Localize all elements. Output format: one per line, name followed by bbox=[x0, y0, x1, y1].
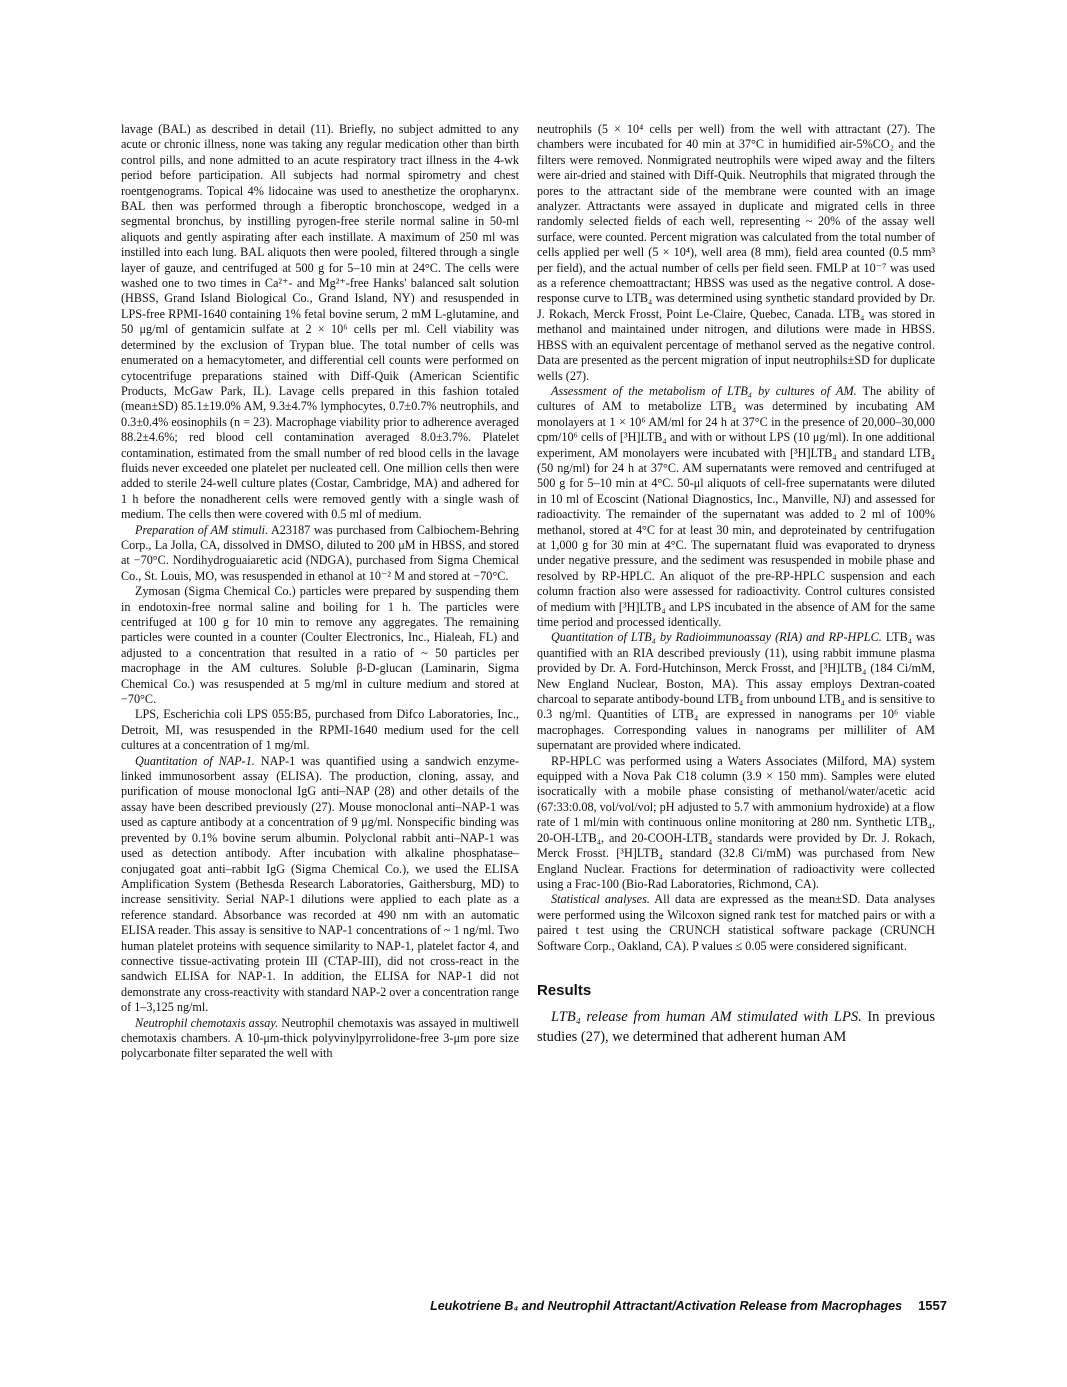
subheading-ria: Quantitation of LTB₄ by Radioimmunoassay (RIA) and RP-HPLC. bbox=[551, 630, 882, 645]
subheading-statistics: Statistical analyses. bbox=[551, 892, 650, 907]
paragraph-ltb4-metabolism: Assessment of the metabolism of LTB₄ by cultures of AM. The ability of cultures of AM to metabolize LTB₄ was determined by incubating AM monolayers at 1 × 10⁶ AM/ml for 24 h at 37°C in the presence of 20,000–30,000 cpm/10⁶ cells of [³H]LTB₄ and with or without LPS (10 μg/ml). In one additional experiment, AM monolayers were incubated with [³H]LTB₄ and standard LTB₄ (50 ng/ml) for 24 h at 37°C. AM supernatants were removed and centrifuged at 500 g for 5–10 min at 4°C. 50-μl aliquots of cell-free supernatants were diluted in 10 ml of Ecoscint (National Diagnostics, Inc., Manville, NJ) and assessed for radioactivity. The remainder of the supernatant was added to 2 ml of 100% methanol, stored at 4°C for at least 30 min, and deproteinated by centrifugation at 1,000 g for 30 min at 4°C. The supernatant fluid was evaporated to dryness under negative pressure, and the sediment was resuspended in mobile phase and resolved by RP-HPLC. An aliquot of the pre-RP-HPLC suspension and each column fraction also were assessed for radioactivity. Control cultures consisted of medium with [³H]LTB₄ and LPS incubated in the absence of AM for the same time period and processed identically. bbox=[537, 383, 935, 629]
page-footer bbox=[247, 1298, 947, 1313]
paragraph-lps: LPS, Escherichia coli LPS 055:B5, purchased from Difco Laboratories, Inc., Detroit, MI, was resuspended in the RPMI-1640 medium used for the cell cultures at a concentration of 1 mg/ml. bbox=[121, 707, 519, 753]
paragraph-statistics: Statistical analyses. All data are expressed as the mean±SD. Data analyses were performed using the Wilcoxon signed rank test for matched pairs or with a paired t test using the CRUNCH statistical software package (CRUNCH Software Corp., Oakland, CA). P values ≤ 0.05 were considered significant. bbox=[537, 892, 935, 953]
page-number: 1557 bbox=[918, 1298, 947, 1313]
subheading-results-ltb4: LTB₄ release from human AM stimulated with LPS. bbox=[551, 1008, 862, 1025]
paragraph-bal-procedure: lavage (BAL) as described in detail (11). Briefly, no subject admitted to any acute or chronic illness, none was taking any regular medication other than birth control pills, and none admitted to an acute respiratory tract illness in the 4-wk period before participation. All subjects had normal spirometry and chest roentgenograms. Topical 4% lidocaine was used to anesthetize the oropharynx. BAL then was performed through a fiberoptic bronchoscope, wedged in a segmental bronchus, by instilling pyrogen-free sterile normal saline in 50-ml aliquots and gently aspirating after each instillate. A maximum of 250 ml was instilled into each lung. BAL aliquots then were pooled, filtered through a single layer of gauze, and centrifuged at 500 g for 5–10 min at 24°C. The cells were washed one to two times in Ca²⁺- and Mg²⁺-free Hanks' balanced salt solution (HBSS, Grand Island Biological Co., Grand Island, NY) and resuspended in LPS-free RPMI-1640 containing 1% fetal bovine serum, 2 mM L-glutamine, and 50 μg/ml of gentamicin sulfate at 2 × 10⁶ cells per ml. Cell viability was determined by the exclusion of Trypan blue. The total number of cells was enumerated on a hemacytometer, and differential cell counts were performed on cytocentrifuge preparations stained with Diff-Quik (American Scientific Products, McGaw Park, IL). Lavage cells prepared in this fashion totaled (mean±SD) 85.1±19.0% AM, 9.3±4.7% lymphocytes, 0.7±0.7% neutrophils, and 0.3±0.4% eosinophils (n = 23). Macrophage viability prior to adherence averaged 88.2±4.6%; red blood cell contamination averaged 8.0±3.7%. Platelet contamination, estimated from the small number of red blood cells in the lavage fluids never exceeded one platelet per nucleated cell. One million cells then were added to sterile 24-well culture plates (Costar, Cambridge, MA) and adhered for 1 h before the nonadherent cells were removed gently with a single wash of medium. The cells then were covered with 0.5 ml of medium. bbox=[121, 122, 519, 522]
paragraph-am-stimuli: Preparation of AM stimuli. A23187 was purchased from Calbiochem-Behring Corp., La Jolla, CA, dissolved in DMSO, diluted to 200 μM in HBSS, and stored at −70°C. Nordihydroguaiaretic acid (NDGA), purchased from Sigma Chemical Co., St. Louis, MO, was resuspended in ethanol at 10⁻² M and stored at −70°C. bbox=[121, 522, 519, 583]
paragraph-chemotaxis: Neutrophil chemotaxis assay. Neutrophil chemotaxis was assayed in multiwell chemotaxis chambers. A 10-μm-thick polyvinylpyrrolidone-free 3-μm pore size polycarbonate filter separated the well with bbox=[121, 1015, 519, 1061]
paragraph-results-ltb4: LTB₄ release from human AM stimulated with LPS. In previous studies (27), we determined that adherent human AM bbox=[537, 1008, 936, 1045]
paragraph-nap1: Quantitation of NAP-1. NAP-1 was quantified using a sandwich enzyme-linked immunosorbent assay (ELISA). The production, cloning, assay, and purification of mouse monoclonal IgG anti–NAP (28) and other details of the assay have been described previously (27). Mouse monoclonal anti–NAP-1 was used as capture antibody at a concentration of 9 μg/ml. Nonspecific binding was prevented by 0.1% bovine serum albumin. Polyclonal rabbit anti–NAP-1 was used as detection antibody. After incubation with alkaline phosphatase–conjugated goat anti–rabbit IgG (Sigma Chemical Co.), we used the ELISA Amplification System (Bethesda Research Laboratories, Gaithersburg, MD) to increase sensitivity. Serial NAP-1 dilutions were applied to each plate as a reference standard. Absorbance was recorded at 490 nm with an automatic ELISA reader. This assay is sensitive to NAP-1 concentrations of ~ 1 ng/ml. Two human platelet proteins with sequence similarity to NAP-1, platelet factor 4, and connective tissue-activating protein III (CTAP-III), did not cross-react in the sandwich ELISA for NAP-1. In addition, the ELISA for NAP-1 did not demonstrate any cross-reactivity with standard NAP-2 over a concentration range of 1–3,125 ng/ml. bbox=[121, 753, 519, 1015]
subheading-am-stimuli: Preparation of AM stimuli. bbox=[135, 522, 269, 537]
subheading-ltb4-metabolism: Assessment of the metabolism of LTB₄ by cultures of AM. bbox=[551, 383, 857, 398]
subheading-chemotaxis: Neutrophil chemotaxis assay. bbox=[135, 1015, 279, 1030]
right-column bbox=[537, 122, 935, 1047]
paragraph-ria: Quantitation of LTB₄ by Radioimmunoassay (RIA) and RP-HPLC. LTB₄ was quantified with an RIA described previously (11), using rabbit immune plasma provided by Dr. A. Ford-Hutchinson, Merck Frosst, and [³H]LTB₄ (184 Ci/mM, New England Nuclear, Boston, MA). This assay employs Dextran-coated charcoal to separate antibody-bound LTB₄ from unbound LTB₄ and is sensitive to 0.3 ng/ml. Quantities of LTB₄ are expressed in nanograms per 10⁶ viable macrophages. Corresponding values in nanograms per milliliter of AM supernatant are provided where indicated. bbox=[537, 630, 935, 753]
running-title: Leukotriene B₄ and Neutrophil Attractant/Activation Release from Macrophages bbox=[430, 1299, 903, 1313]
paragraph-chemotaxis-cont: neutrophils (5 × 10⁴ cells per well) from the well with attractant (27). The chambers were incubated for 40 min at 37°C in humidified air-5%CO₂ and the filters were removed. Nonmigrated neutrophils were wiped away and the filters were air-dried and stained with Diff-Quik. Neutrophils that migrated through the pores to the attractant side of the membrane were counted with an image analyzer. Attractants were assayed in duplicate and migrated cells in three randomly selected fields of each well, representing ~ 20% of the assay well surface, were counted. Percent migration was calculated from the total number of cells applied per well (5 × 10⁴), well area (8 mm), field area counted (0.5 mm³ per field), and the actual number of cells per field seen. FMLP at 10⁻⁷ was used as a reference chemoattractant; HBSS was used as the negative control. A dose-response curve to LTB₄ was determined using synthetic standard provided by Dr. J. Rokach, Merck Frosst, Point Le-Claire, Quebec, Canada. LTB₄ was stored in methanol and maintained under nitrogen, and dilutions were made in HBSS. HBSS with an equivalent percentage of methanol served as the negative control. Data are presented as the percent migration of input neutrophils±SD for duplicate wells (27). bbox=[537, 122, 935, 383]
left-column bbox=[121, 122, 519, 1062]
paragraph-zymosan: Zymosan (Sigma Chemical Co.) particles were prepared by suspending them in endotoxin-free normal saline and boiling for 1 h. The particles were centrifuged at 100 g for 10 min to remove any aggregates. The remaining particles were counted in a counter (Coulter Electronics, Inc., Hialeah, FL) and adjusted to a concentration that resulted in a ratio of ~ 50 particles per macrophage in the AM cultures. Soluble β-D-glucan (Laminarin, Sigma Chemical Co.) was resuspended at 5 mg/ml in culture medium and stored at −70°C. bbox=[121, 584, 519, 707]
results-heading: Results bbox=[537, 981, 592, 999]
subheading-nap1: Quantitation of NAP-1. bbox=[135, 753, 255, 768]
paragraph-hplc: RP-HPLC was performed using a Waters Associates (Milford, MA) system equipped with a Nova Pak C18 column (3.9 × 150 mm). Samples were eluted isocratically with a mobile phase consisting of methanol/water/acetic acid (67:33:0.08, vol/vol/vol; pH adjusted to 5.7 with ammonium hydroxide) at a flow rate of 1 ml/min with continuous online monitoring at 280 nm. Synthetic LTB₄, 20-OH-LTB₄, and 20-COOH-LTB₄ standards were provided by Dr. J. Rokach, Merck Frosst. [³H]LTB₄ standard (32.8 Ci/mM) was purchased from New England Nuclear. Fractions for determination of radioactivity were collected using a Frac-100 (Bio-Rad Laboratories, Richmond, CA). bbox=[537, 753, 935, 891]
